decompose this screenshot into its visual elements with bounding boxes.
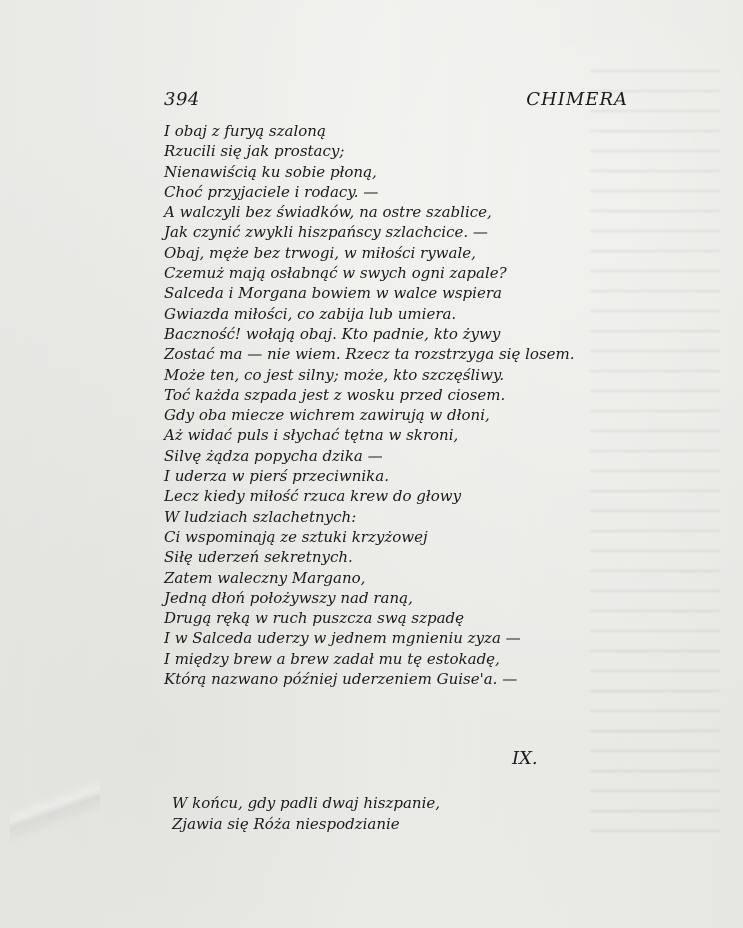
poem-line: Aż widać puls i słychać tętna w skroni, bbox=[164, 426, 459, 445]
poem-line: W końcu, gdy padli dwaj hiszpanie, bbox=[172, 794, 441, 812]
poem-line: I uderza w pierś przeciwnika. bbox=[164, 467, 389, 486]
poem-line: Baczność! wołają obaj. Kto padnie, kto żywy bbox=[164, 324, 501, 343]
poem-line: Jak czynić zwykli hiszpańscy szlachcice. — bbox=[164, 223, 488, 242]
poem-line: I między brew a brew zadał mu tę estokadę, bbox=[164, 649, 500, 668]
poem-line: Zatem waleczny Margano, bbox=[164, 568, 366, 587]
poem-line: Obaj, męże bez trwogi, w miłości rywale, bbox=[164, 243, 476, 262]
page-header bbox=[164, 88, 628, 112]
poem-line: Jedną dłoń położywszy nad raną, bbox=[164, 588, 413, 607]
running-title: CHIMERA bbox=[526, 89, 628, 110]
poem-line: Ci wspominają ze sztuki krzyżowej bbox=[164, 527, 428, 546]
poem-line: I w Salceda uderzy w jednem mgnieniu zyza — bbox=[164, 629, 521, 648]
poem-line: Nienawiścią ku sobie płoną, bbox=[164, 162, 377, 181]
poem-line: Choć przyjaciele i rodacy. — bbox=[164, 182, 379, 201]
poem-line: Lecz kiedy miłość rzuca krew do głowy bbox=[164, 487, 462, 506]
poem-line: Siłę uderzeń sekretnych. bbox=[164, 548, 353, 567]
poem-line: Którą nazwano później uderzeniem Guise'a. — bbox=[164, 670, 518, 689]
paper-crease bbox=[10, 700, 100, 910]
page-number: 394 bbox=[164, 89, 200, 110]
poem-line: Może ten, co jest silny; może, kto szczęśliwy. bbox=[164, 365, 505, 384]
poem-text bbox=[164, 121, 614, 689]
poem-line: Salceda i Morgana bowiem w walce wspiera bbox=[164, 284, 502, 303]
poem-line: I obaj z furyą szaloną bbox=[164, 122, 326, 140]
poem-line: Gwiazda miłości, co zabija lub umiera. bbox=[164, 304, 457, 323]
poem-line: A walczyli bez świadków, na ostre szablice, bbox=[164, 203, 492, 222]
poem-line: Rzucili się jak prostacy; bbox=[164, 142, 345, 161]
poem-line: Zjawia się Róża niespodzianie bbox=[172, 814, 400, 833]
next-stanza bbox=[172, 793, 492, 834]
poem-line: Toć każda szpada jest z wosku przed ciosem. bbox=[164, 385, 506, 404]
poem-line: Silvę żądza popycha dzika — bbox=[164, 446, 383, 465]
poem-line: W ludziach szlachetnych: bbox=[164, 507, 357, 526]
poem-line: Zostać ma — nie wiem. Rzecz ta rozstrzyga się losem. bbox=[164, 345, 575, 364]
section-number: IX. bbox=[512, 748, 538, 769]
poem-line: Czemuż mają osłabnąć w swych ogni zapale? bbox=[164, 264, 507, 283]
poem-line: Gdy oba miecze wichrem zawirują w dłoni, bbox=[164, 406, 490, 425]
poem-line: Drugą ręką w ruch puszcza swą szpadę bbox=[164, 609, 465, 628]
